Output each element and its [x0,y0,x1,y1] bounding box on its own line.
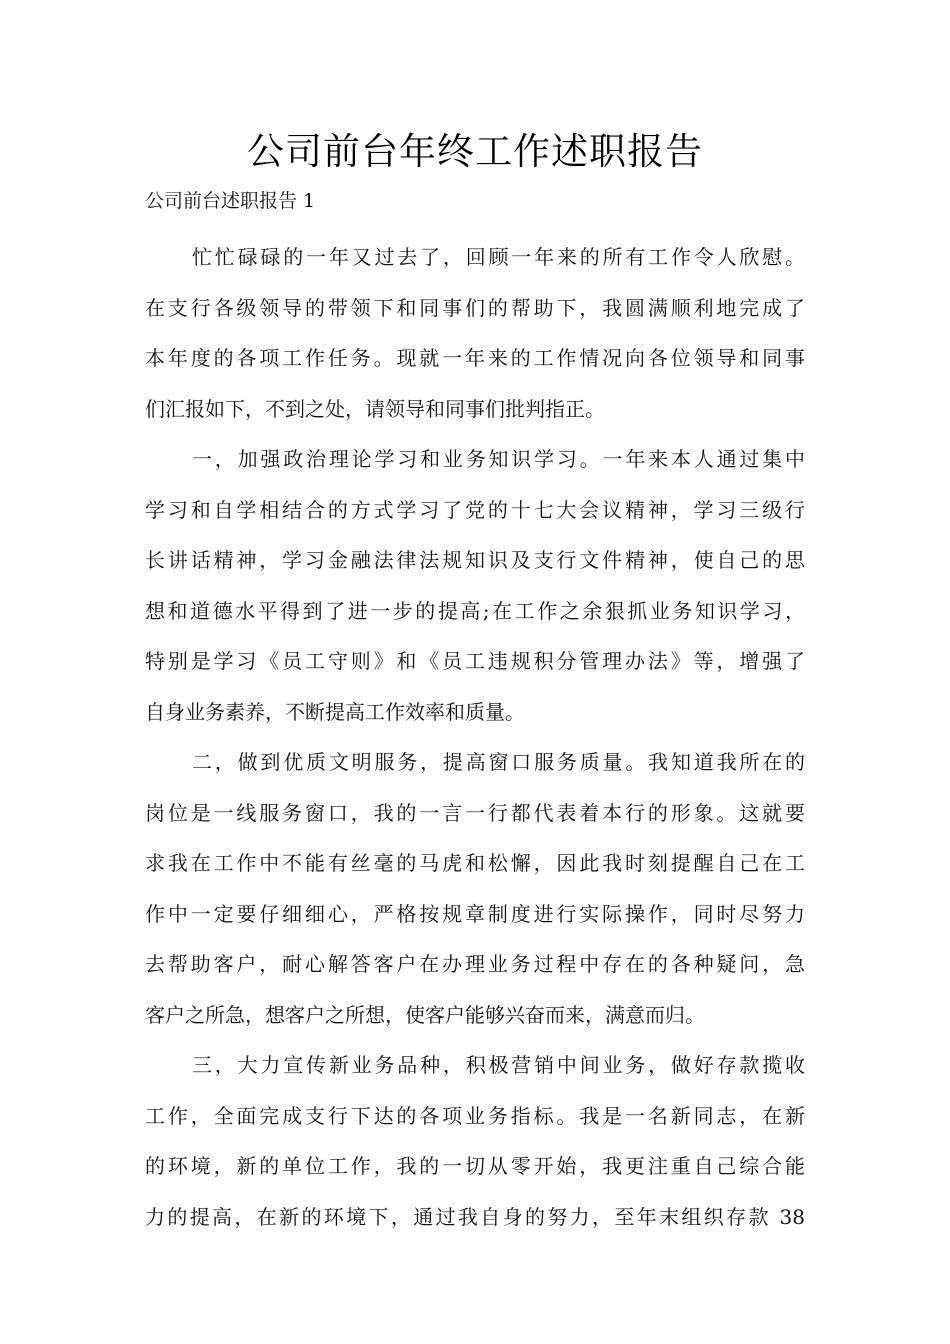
paragraph-section-3 [145,1040,805,1242]
text-line: 想和道德水平得到了进一步的提高;在工作之余狠抓业务知识学习， [145,598,805,623]
text-line: 一，加强政治理论学习和业务知识学习。一年来本人通过集中 [192,447,805,471]
document-subtitle: 公司前台述职报告 1 [145,190,316,212]
text-line: 力的提高，在新的环境下，通过我自身的努力，至年末组织存款 38 [145,1204,805,1229]
paragraph-section-1 [145,434,805,737]
paragraph-intro [145,232,805,434]
text-line: 作中一定要仔细细心，严格按规章制度进行实际操作，同时尽努力 [145,901,805,926]
document-title: 公司前台年终工作述职报告 [247,130,703,173]
text-line: 客户之所急，想客户之所想，使客户能够兴奋而来，满意而归。 [145,1002,705,1027]
text-line: 求我在工作中不能有丝毫的马虎和松懈，因此我时刻提醒自己在工 [145,851,805,875]
text-line: 忙忙碌碌的一年又过去了，回顾一年来的所有工作令人欣慰。 [192,245,805,269]
text-line: 去帮助客户，耐心解答客户在办理业务过程中存在的各种疑问，急 [145,952,805,976]
text-line: 三，大力宣传新业务品种，积极营销中间业务，做好存款揽收 [192,1053,805,1077]
text-line: 二，做到优质文明服务，提高窗口服务质量。我知道我所在的 [192,750,805,774]
text-line: 工作，全面完成支行下达的各项业务指标。我是一名新同志，在新 [145,1103,805,1128]
text-line: 们汇报如下，不到之处，请领导和同事们批判指正。 [145,396,605,421]
text-line: 岗位是一线服务窗口，我的一言一行都代表着本行的形象。这就要 [145,800,805,825]
text-line: 自身业务素养，不断提高工作效率和质量。 [145,699,525,724]
text-line: 特别是学习《员工守则》和《员工违规积分管理办法》等，增强了 [145,649,805,673]
text-line: 的环境，新的单位工作，我的一切从零开始，我更注重自己综合能 [145,1154,805,1178]
document-body [145,232,805,1242]
text-line: 学习和自学相结合的方式学习了党的十七大会议精神，学习三级行 [145,497,805,522]
text-line: 长讲话精神，学习金融法律法规知识及支行文件精神，使自己的思 [145,548,805,572]
text-line: 本年度的各项工作任务。现就一年来的工作情况向各位领导和同事 [145,346,805,370]
text-line: 在支行各级领导的带领下和同事们的帮助下，我圆满顺利地完成了 [145,295,805,320]
paragraph-section-2 [145,737,805,1040]
